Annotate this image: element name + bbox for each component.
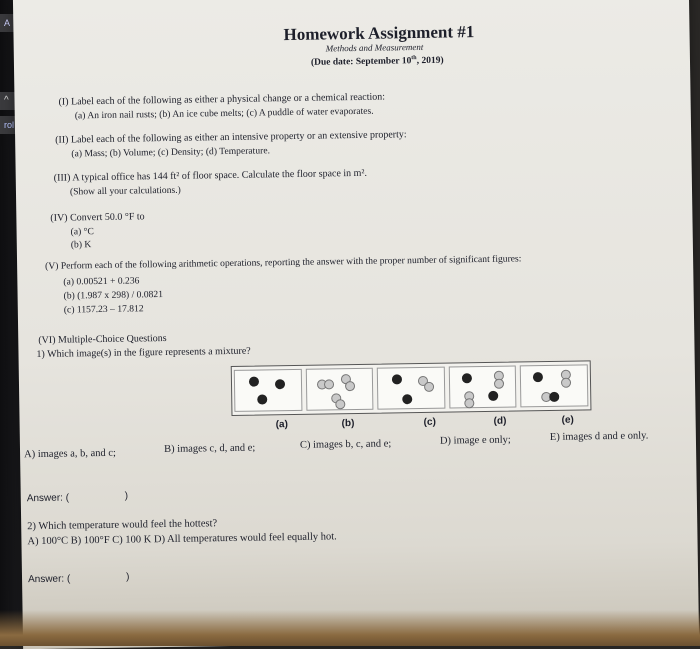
mc1-choice-b: B) images c, d, and e; [163,442,256,456]
mc1-choice-e: E) images d and e only. [549,430,649,443]
q4-b: (b) K [70,239,92,251]
figure-label-a: (a) [275,419,288,431]
mc2-answer-close: ) [125,571,130,583]
q5-b: (b) (1.987 x 298) / 0.0821 [63,289,164,302]
q5-c: (c) 1157.23 – 17.812 [63,303,144,316]
mixture-figure [231,360,592,416]
figure-image-d [449,365,517,408]
mc1-choice-d: D) image e only; [439,434,511,447]
q3-note: (Show all your calculations.) [69,184,181,198]
figure-image-e [520,364,588,407]
mc1-answer-label: Answer: ( [26,492,70,505]
mc2-prompt: 2) Which temperature would feel the hottest? [27,518,218,533]
screen-tab-rol: rol [0,116,30,134]
mc1-prompt: 1) Which image(s) in the figure represents a mixture? [36,345,251,361]
due-date: (Due date: September 10th, 2019) [310,55,444,68]
figure-label-d: (d) [493,415,507,427]
q1-items: (a) An iron nail rusts; (b) An ice cube melts; (c) A puddle of water evaporates. [74,105,374,122]
mc2-answer-label: Answer: ( [27,573,71,586]
chevron-up-icon: ^ [0,92,24,110]
figure-label-b: (b) [341,418,355,430]
q5-prompt: (V) Perform each of the following arithmetic operations, reporting the answer with the proper number of significant figures: [45,253,522,272]
page-title: Homework Assignment #1 [283,22,475,45]
q4-a: (a) °C [70,226,94,238]
q4-prompt: (IV) Convert 50.0 °F to [50,211,145,224]
homework-paper [13,0,699,649]
q3-prompt: (III) A typical office has 144 ft² of floor space. Calculate the floor space in m². [53,167,368,184]
q2-items: (a) Mass; (b) Volume; (c) Density; (d) Temperature. [71,145,271,160]
q6-heading: (VI) Multiple-Choice Questions [38,332,167,346]
mc1-choice-a: A) images a, b, and c; [24,447,117,461]
q1-prompt: (I) Label each of the following as either a physical change or a chemical reaction: [58,91,386,108]
q2-prompt: (II) Label each of the following as either an intensive property or an extensive property: [55,129,407,146]
screen-tab-a: A [0,14,30,32]
mc1-answer-close: ) [124,490,129,502]
figure-image-b [305,368,373,411]
figure-label-c: (c) [423,416,436,428]
figure-image-a [234,369,302,412]
figure-image-c [377,367,445,410]
desk-surface [0,610,700,646]
page-subtitle: Methods and Measurement [325,41,424,54]
mc2-choices: A) 100°C B) 100°F C) 100 K D) All temperatures would feel equally hot. [27,531,337,548]
q5-a: (a) 0.00521 + 0.236 [63,275,140,288]
mc1-choice-c: C) images b, c, and e; [299,438,392,451]
figure-label-e: (e) [561,414,574,426]
